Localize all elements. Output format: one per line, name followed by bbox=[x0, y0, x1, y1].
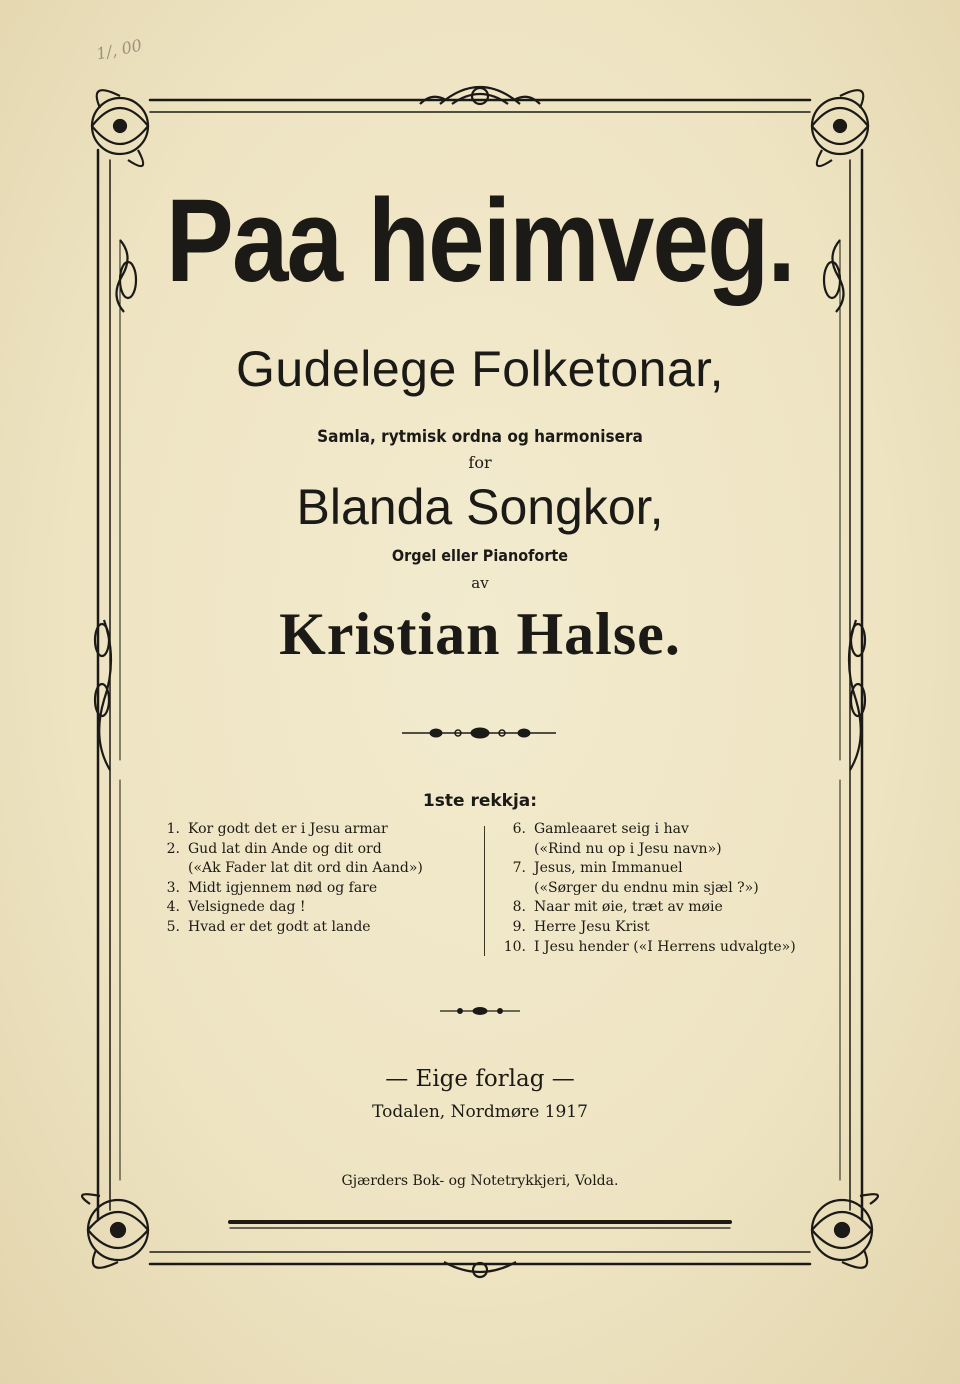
corner-ornament-bottom-left bbox=[82, 1194, 148, 1268]
song-number: 7. bbox=[512, 860, 526, 877]
composer-name: Kristian Halse. bbox=[279, 601, 681, 667]
song-alt-title: («Ak Fader lat dit ord din Aand») bbox=[188, 860, 423, 877]
printer-credit: Gjærders Bok- og Notetrykkjeri, Volda. bbox=[341, 1173, 619, 1189]
song-number: 6. bbox=[512, 821, 526, 837]
song-item bbox=[160, 898, 423, 918]
song-title: Herre Jesu Krist bbox=[534, 918, 650, 935]
song-title: Kor godt det er i Jesu armar bbox=[188, 821, 388, 837]
song-alt-title: («Rind nu op i Jesu navn») bbox=[534, 840, 722, 857]
song-number: 3. bbox=[166, 879, 180, 896]
song-item bbox=[494, 898, 796, 918]
title: Paa heimveg. bbox=[165, 175, 795, 307]
song-title: I Jesu hender («I Herrens udvalgte») bbox=[534, 938, 796, 955]
choir-type: Blanda Songkor, bbox=[296, 479, 664, 535]
corner-ornament-bottom-right bbox=[812, 1194, 878, 1268]
song-title: Gamleaaret seig i hav bbox=[534, 821, 689, 837]
song-number: 8. bbox=[512, 899, 526, 916]
song-alt-title: («Sørger du endnu min sjæl ?») bbox=[534, 879, 759, 896]
song-list-left bbox=[160, 820, 423, 938]
song-title: Jesus, min Immanuel bbox=[534, 860, 683, 877]
instruments: Orgel eller Pianoforte bbox=[391, 546, 569, 565]
song-number: 9. bbox=[512, 918, 526, 935]
song-title: Hvad er det godt at lande bbox=[188, 918, 371, 935]
ornamental-divider-top bbox=[402, 728, 556, 738]
song-item bbox=[160, 840, 423, 879]
ornamental-divider-bottom bbox=[440, 1008, 520, 1015]
song-item bbox=[160, 820, 423, 840]
series-heading: 1ste rekkja: bbox=[422, 791, 538, 811]
song-number: 1. bbox=[166, 821, 180, 837]
song-title: Naar mit øie, træt av møie bbox=[534, 899, 723, 916]
song-title: Midt igjennem nød og fare bbox=[188, 879, 378, 896]
for-word: for bbox=[468, 453, 492, 472]
song-title: Velsignede dag ! bbox=[188, 899, 306, 916]
song-number: 10. bbox=[503, 938, 526, 955]
song-item bbox=[494, 820, 796, 859]
top-center-crest-ornament bbox=[420, 87, 540, 104]
column-divider bbox=[484, 826, 485, 956]
song-number: 2. bbox=[166, 840, 180, 857]
publisher: — Eige forlag — bbox=[385, 1066, 575, 1092]
song-item bbox=[494, 938, 796, 958]
song-item bbox=[494, 859, 796, 898]
song-item bbox=[494, 918, 796, 938]
arrangement-note: Samla, rytmisk ordna og harmonisera bbox=[317, 427, 643, 447]
song-item bbox=[160, 918, 423, 938]
song-number: 5. bbox=[166, 918, 180, 935]
subtitle: Gudelege Folketonar, bbox=[235, 341, 725, 397]
corner-ornament-top-right bbox=[812, 90, 868, 166]
corner-ornament-top-left bbox=[92, 90, 148, 166]
place-and-year: Todalen, Nordmøre 1917 bbox=[372, 1102, 588, 1122]
song-list-right bbox=[494, 820, 796, 957]
song-number: 4. bbox=[166, 899, 180, 916]
song-item bbox=[160, 879, 423, 899]
by-word: av bbox=[471, 574, 489, 592]
song-title: Gud lat din Ande og dit ord bbox=[188, 840, 382, 857]
pencil-annotation: 1/, 00 bbox=[94, 35, 144, 64]
